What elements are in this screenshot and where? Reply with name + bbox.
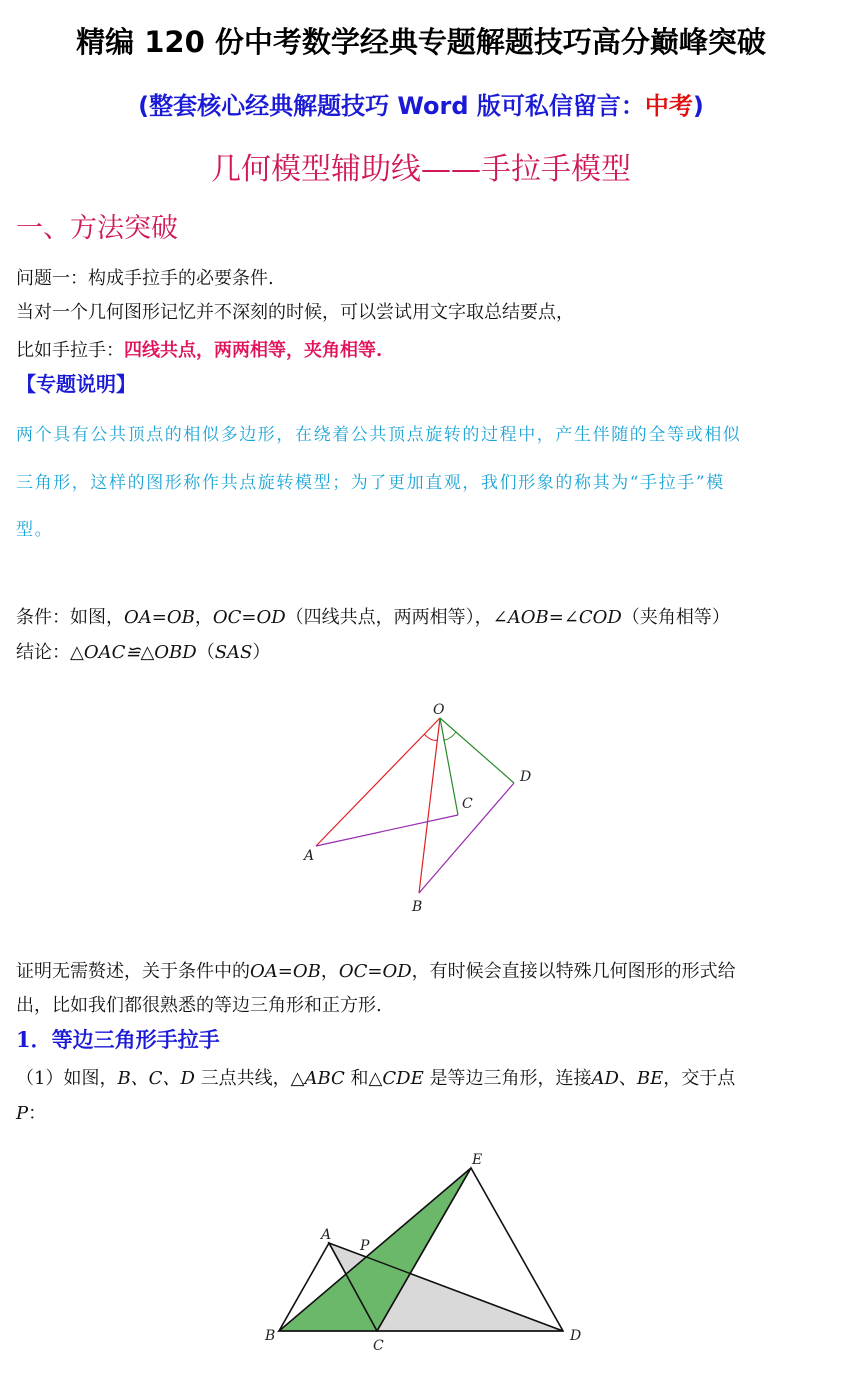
math-eq: △OAC≌△OBD	[70, 642, 197, 663]
text: （1）如图，	[16, 1068, 118, 1089]
conclusion-prefix: 结论：	[16, 642, 70, 663]
text: ：	[28, 1103, 47, 1124]
proof-prefix: 证明无需赘述，关于条件中的	[16, 961, 250, 982]
question-line: 问题一：构成手拉手的必要条件.	[16, 268, 274, 289]
section-heading: 一、方法突破	[16, 213, 178, 244]
proof-line: 出，比如我们都很熟悉的等边三角形和正方形.	[16, 995, 382, 1016]
page-subtitle	[0, 86, 842, 121]
math-eq: △CDE	[368, 1068, 424, 1089]
subsection-number: 1．	[16, 1027, 52, 1052]
subtitle-suffix: )	[692, 92, 704, 120]
angle-arc-cod	[443, 732, 456, 740]
math-eq: B、C、D	[117, 1068, 195, 1089]
subsection-title: 等边三角形手拉手	[51, 1027, 220, 1052]
math-eq: OC=OD	[338, 961, 412, 982]
math-eq: OA=OB	[250, 961, 321, 982]
text-line	[16, 336, 382, 362]
segment-oa	[316, 718, 440, 846]
label-p: P	[360, 1238, 370, 1254]
text: 是等边三角形，连接	[423, 1068, 592, 1089]
math-eq: OC=OD	[212, 607, 286, 628]
condition-mid: （四线共点，两两相等），	[285, 607, 493, 628]
paren: ）	[252, 642, 271, 663]
topic-tag: 【专题说明】	[16, 372, 136, 396]
topic-heading: 几何模型辅助线——手拉手模型	[211, 152, 631, 187]
description-line: 三角形，这样的图形称作共点旋转模型；为了更加直观，我们形象的称其为“手拉手”模	[16, 473, 725, 493]
sep: ，	[320, 961, 339, 982]
label-b: B	[265, 1328, 276, 1344]
math-eq: SAS	[214, 642, 253, 663]
condition-prefix: 条件：如图，	[16, 607, 124, 628]
proof-suffix: ，有时候会直接以特殊几何图形的形式给	[411, 961, 736, 982]
angle-arc-aob	[424, 734, 437, 740]
proof-line	[16, 957, 736, 983]
condition-suffix: （夹角相等）	[621, 607, 730, 628]
math-eq: AD	[591, 1068, 619, 1089]
subtitle-highlight: 中考	[644, 92, 693, 120]
subsection-heading	[16, 1024, 220, 1054]
segment-ob	[419, 718, 440, 893]
problem-line	[16, 1099, 46, 1125]
text-line: 当对一个几何图形记忆并不深刻的时候，可以尝试用文字取总结要点，	[16, 302, 574, 323]
label-e: E	[472, 1152, 483, 1168]
text: 三点共线，	[194, 1068, 291, 1089]
key-points: 四线共点，两两相等，夹角相等.	[124, 340, 383, 361]
text: 和	[344, 1068, 369, 1089]
label-d: D	[570, 1328, 582, 1344]
sep: ，	[194, 607, 213, 628]
problem-line	[16, 1064, 735, 1090]
label-b: B	[412, 899, 423, 915]
subtitle-prefix: (整套核心经典解题技巧 Word 版可私信留言：	[138, 92, 645, 120]
figure-equilateral-hand-in-hand	[255, 1140, 595, 1360]
segment-ac	[316, 815, 458, 846]
text-prefix: 比如手拉手：	[16, 340, 124, 361]
label-d: D	[520, 769, 532, 785]
math-eq: ∠AOB=∠COD	[492, 607, 622, 628]
condition-line	[16, 603, 730, 629]
label-c: C	[462, 796, 473, 812]
paren: （	[196, 642, 215, 663]
label-a: A	[304, 848, 315, 864]
figure-hand-in-hand-general	[290, 692, 550, 922]
text: 、	[618, 1068, 637, 1089]
description-line: 两个具有公共顶点的相似多边形，在绕着公共顶点旋转的过程中，产生伴随的全等或相似	[16, 425, 742, 445]
text: ，交于点	[663, 1068, 736, 1089]
math-eq: P	[16, 1103, 29, 1124]
conclusion-line	[16, 638, 270, 664]
math-eq: △ABC	[290, 1068, 345, 1089]
math-eq: OA=OB	[124, 607, 195, 628]
label-o: O	[433, 702, 445, 718]
description-line: 型。	[16, 520, 54, 540]
segment-od	[440, 718, 514, 783]
label-c: C	[373, 1338, 384, 1354]
label-a: A	[321, 1227, 332, 1243]
page-title: 精编 120 份中考数学经典专题解题技巧高分巅峰突破	[76, 25, 766, 59]
math-eq: BE	[636, 1068, 664, 1089]
